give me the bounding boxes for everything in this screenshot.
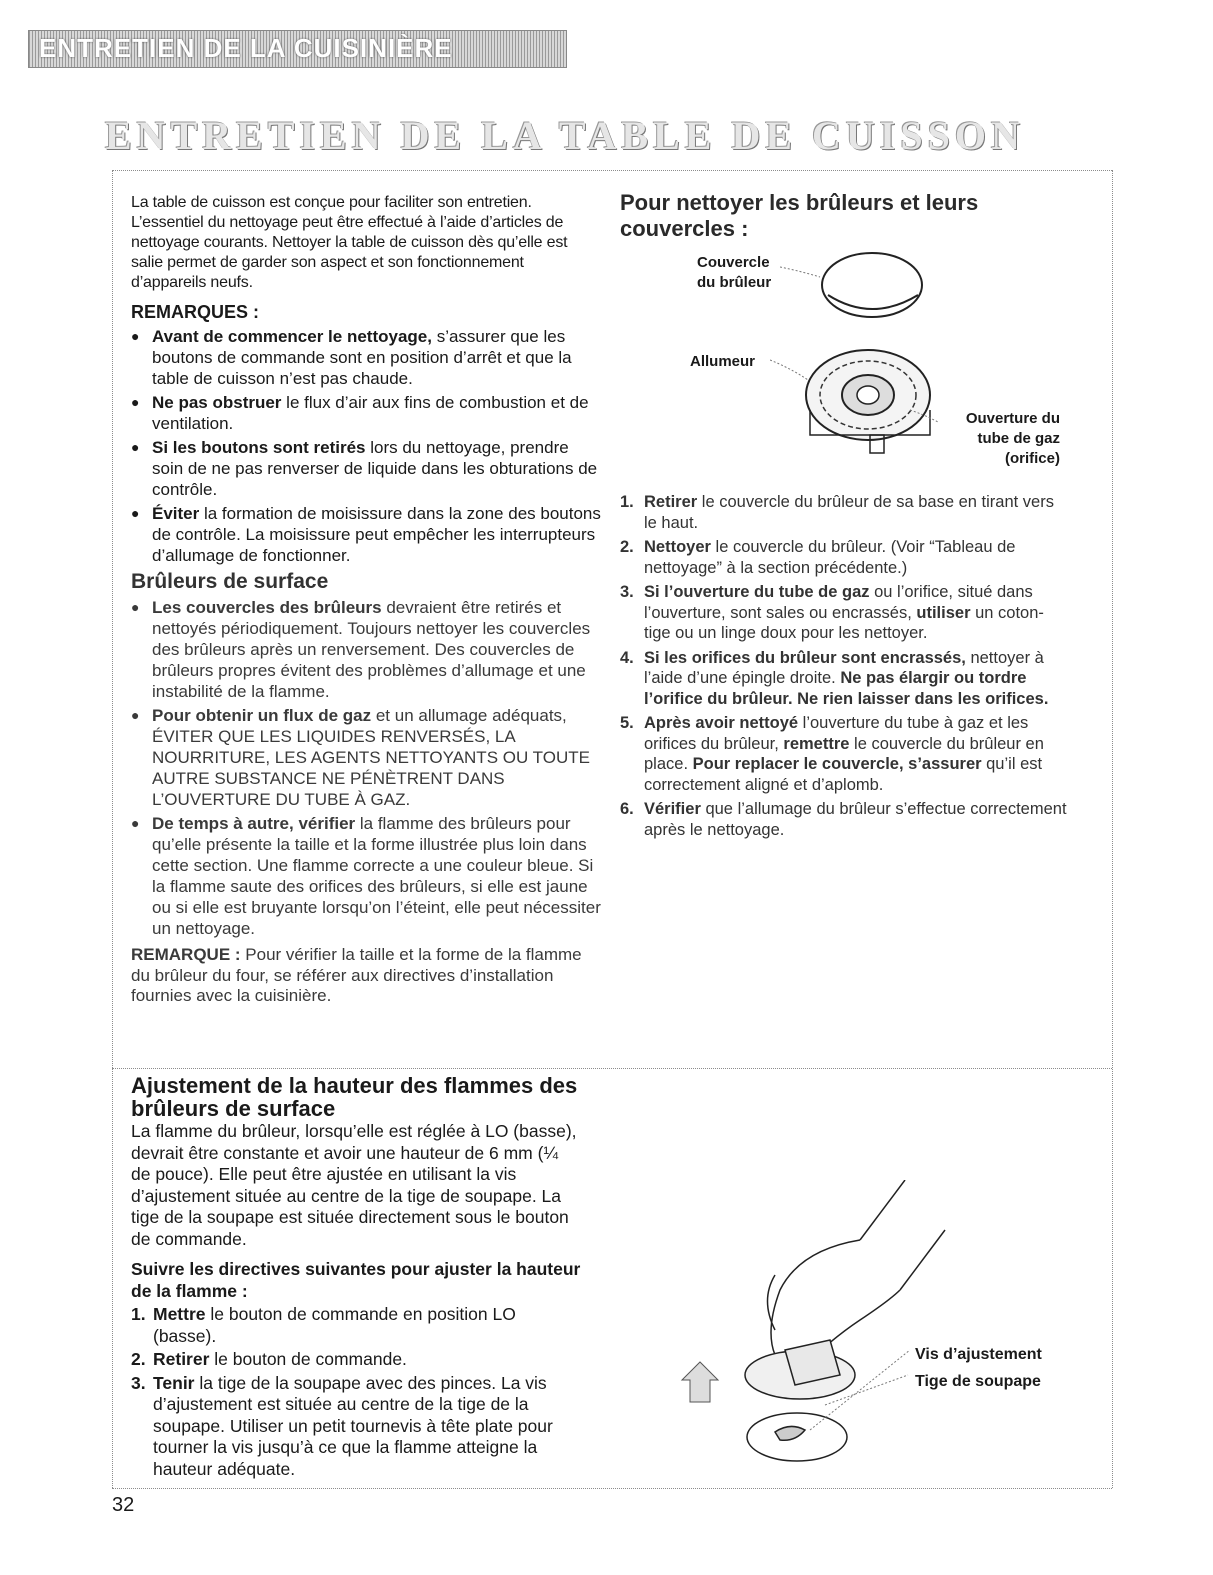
- list-item: ● Les couvercles des brûleurs devraient être retirés et nettoyés périodiquement. Toujours nettoyer les couvercles des brûleurs après un renversement. Des couvercles de brûleurs propres évitent des problèmes d’allumage et une instabilité de la flamme.: [131, 597, 601, 702]
- intro-paragraph: La table de cuisson est conçue pour faciliter son entretien. L’essentiel du nettoyage peut être effectué à l’aide d’articles de nettoyage courants. Nettoyer la table de cuisson dès qu’elle est salie permet de garder son aspect et son fonctionnement d’appareils neufs.: [131, 194, 568, 291]
- section-header-bar: [28, 30, 567, 68]
- top-divider: [112, 170, 1112, 171]
- list-item: ● De temps à autre, vérifier la flamme des brûleurs pour qu’elle présente la taille et la forme illustrée plus loin dans cette section. Une flamme correcte a une couleur bleue. Si la flamme saute des orifices des brûleurs, si elle est jaune ou si elle est bruyante lorsqu’on l’éteint, elle peut nécessiter un nettoyage.: [131, 813, 601, 939]
- valve-adjust-drawing: [680, 1180, 960, 1480]
- list-item: 2. Nettoyer le couvercle du brûleur. (Voir “Tableau de nettoyage” à la section précédente.): [620, 538, 1016, 577]
- bruleurs-heading: Brûleurs de surface: [131, 570, 329, 593]
- left-column: [131, 193, 601, 1007]
- list-item: 3. Si l’ouverture du tube de gaz ou l’orifice, situé dans l’ouverture, sont sales ou encrassés, utiliser un coton-tige ou un linge doux pour les nettoyer.: [620, 583, 1044, 642]
- tige-label: Tige de soupape: [915, 1373, 1041, 1390]
- right-frame-line: [1112, 170, 1113, 1488]
- ouverture-label: Ouverture du tube de gaz (orifice): [965, 410, 1060, 467]
- left-frame-line: [112, 170, 113, 1488]
- list-item: 6. Vérifier que l’allumage du brûleur s’effectue correctement après le nettoyage.: [620, 800, 1067, 839]
- list-item: 3. Tenir la tige de la soupape avec des pinces. La vis d’ajustement est située au centre de la tige de la soupape. Utiliser un petit tournevis à tête plate pour tourner la vis jusqu’à ce que la flamme atteigne la hauteur adéquate.: [131, 1372, 553, 1479]
- section2-left: [131, 1074, 581, 1482]
- bottom-divider: [112, 1488, 1112, 1489]
- section2-subheading: Suivre les directives suivantes pour ajuster la hauteur de la flamme :: [131, 1259, 581, 1301]
- vis-label: Vis d’ajustement: [915, 1346, 1042, 1363]
- allumeur-label: Allumeur: [690, 353, 756, 370]
- list-item: 1. Mettre le bouton de commande en position LO (basse).: [131, 1304, 516, 1346]
- section2-heading: Ajustement de la hauteur des flammes des brûleurs de surface: [131, 1073, 578, 1121]
- remarques-list: [131, 326, 601, 566]
- list-item: 1. Retirer le couvercle du brûleur de sa base en tirant vers le haut.: [620, 493, 1054, 532]
- remarques-label: REMARQUES :: [131, 302, 260, 322]
- list-item: ● Éviter la formation de moisissure dans la zone des boutons de contrôle. La moisissure peut empêcher les interrupteurs d’allumage de fonctionner.: [131, 503, 601, 566]
- list-item: ● Si les boutons sont retirés lors du nettoyage, prendre soin de ne pas renverser de liquide dans les obturations de contrôle.: [131, 437, 601, 500]
- list-item: ● Ne pas obstruer le flux d’air aux fins de combustion et de ventilation.: [131, 392, 601, 434]
- list-item: ● Avant de commencer le nettoyage, s’assurer que les boutons de commande sont en position d’arrêt et que la table de cuisson n’est pas chaude.: [131, 326, 601, 389]
- page-title: ENTRETIEN DE LA TABLE DE CUISSON: [105, 113, 1025, 158]
- list-item: 4. Si les orifices du brûleur sont encrassés, nettoyer à l’aide d’une épingle droite. Ne pas élargir ou tordre l’orifice du brûleur. Ne rien laisser dans les orifices.: [620, 648, 1049, 708]
- section2-paragraph: La flamme du brûleur, lorsqu’elle est réglée à LO (basse), devrait être constante et avoir une hauteur de 6 mm (¼ de pouce). Elle peut être ajustée en utilisant la vis d’ajustement située au centre de la tige de soupape. La tige de la soupape est située directement sous le bouton de commande.: [131, 1121, 577, 1249]
- burner-cap-drawing: [780, 245, 940, 325]
- cleaning-steps: [620, 492, 1070, 844]
- list-item: 2. Retirer le bouton de commande.: [131, 1349, 407, 1369]
- page-number: 32: [112, 1494, 135, 1516]
- remarque-note: REMARQUE : Pour vérifier la taille et la forme de la flamme du brûleur du four, se référer aux directives d’installation fournies avec la cuisinière.: [131, 945, 582, 1005]
- list-item: 5. Après avoir nettoyé l’ouverture du tube à gaz et les orifices du brûleur, remettre le couvercle du brûleur en place. Pour replacer le couvercle, s’assurer qu’il est correctement aligné et d’aplomb.: [620, 714, 1044, 794]
- list-item: ● Pour obtenir un flux de gaz et un allumage adéquats, ÉVITER QUE LES LIQUIDES RENVERSÉS, LA NOURRITURE, LES AGENTS NETTOYANTS OU TOUTE AUTRE SUBSTANCE NE PÉNÈTRENT DANS L’OUVERTURE DU TUBE À GAZ.: [131, 705, 601, 810]
- flame-steps: [131, 1304, 581, 1480]
- right-heading: Pour nettoyer les brûleurs et leurs couvercles :: [620, 190, 979, 241]
- section-header-title: ENTRETIEN DE LA CUISINIÈRE: [39, 33, 453, 63]
- couvercle-label: Couvercle du brûleur: [697, 254, 772, 291]
- bruleurs-list: [131, 597, 601, 939]
- middle-divider: [112, 1068, 1112, 1069]
